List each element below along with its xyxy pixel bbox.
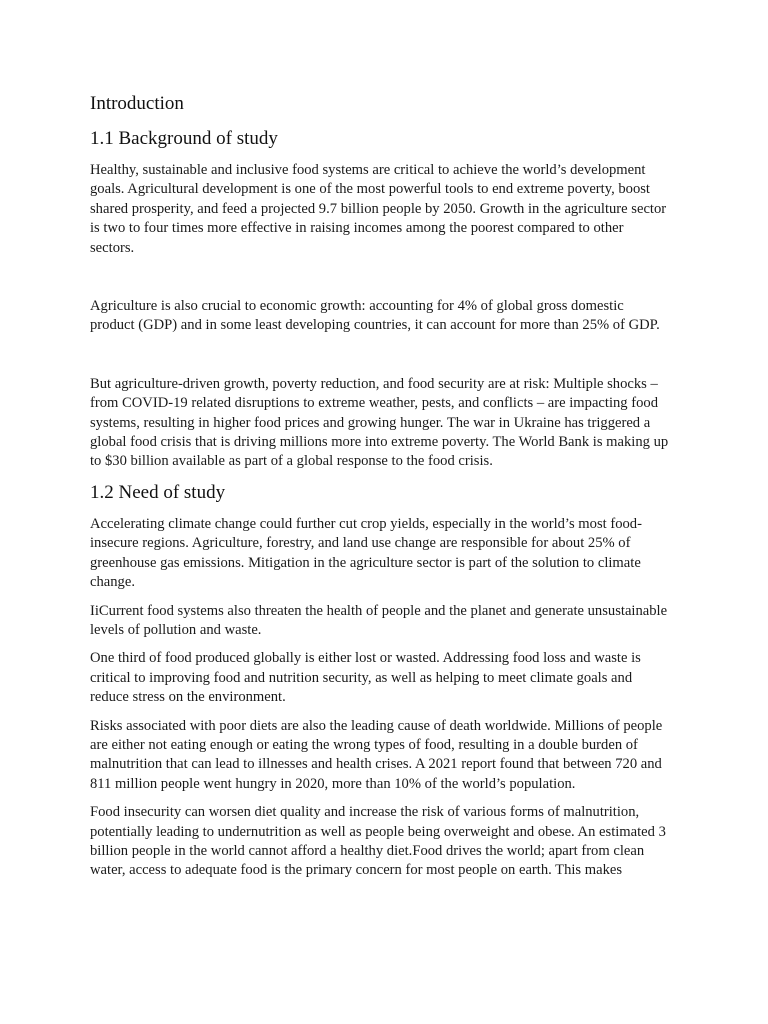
paragraph: Accelerating climate change could further cut crop yields, especially in the world’s most food-insecure regions. Agriculture, forestry, and land use change are responsible for about 25% of greenhouse gas emissions. Mitigation in the agriculture sector is part of the solution to climate change.	[90, 515, 642, 591]
introduction-heading: Introduction	[90, 93, 184, 114]
section-heading-need: 1.2 Need of study	[90, 481, 226, 503]
paragraph: Healthy, sustainable and inclusive food systems are critical to achieve the world’s development goals. Agricultural development is one of the most powerful tools to end extreme poverty, boost shared prosperity, and feed a projected 9.7 billion people by 2050. Growth in the agriculture sector is two to four times more effective in raising incomes among the poorest compared to other sectors.	[90, 162, 667, 256]
document-page	[90, 92, 670, 881]
paragraph: Food insecurity can worsen diet quality and increase the risk of various forms of malnutrition, potentially leading to undernutrition as well as people being overweight and obese. An estimated 3 billion people in the world cannot afford a healthy diet.Food drives the world; apart from clean water, access to adequate food is the primary concern for most people on earth. This makes	[90, 804, 666, 879]
paragraph: One third of food produced globally is either lost or wasted. Addressing food loss and waste is critical to improving food and nutrition security, as well as helping to meet climate goals and reduce stress on the environment.	[90, 650, 641, 706]
paragraph: IiCurrent food systems also threaten the health of people and the planet and generate unsustainable levels of pollution and waste.	[90, 602, 668, 638]
section-heading-background: 1.1 Background of study	[90, 128, 278, 149]
paragraph: But agriculture-driven growth, poverty reduction, and food security are at risk: Multiple shocks – from COVID-19 related disruptions to extreme weather, pests, and conflicts – are impacting food systems, resulting in higher food prices and growing hunger. The war in Ukraine has triggered a global food crisis that is driving millions more into extreme poverty. The World Bank is making up to $30 billion available as part of a global response to the food crisis.	[90, 375, 669, 470]
paragraph: Risks associated with poor diets are also the leading cause of death worldwide. Millions of people are either not eating enough or eating the wrong types of food, resulting in a double burden of malnutrition that can lead to illnesses and health crises. A 2021 report found that between 720 and 811 million people went hungry in 2020, more than 10% of the world’s population.	[90, 717, 663, 792]
paragraph: Agriculture is also crucial to economic growth: accounting for 4% of global gross domestic product (GDP) and in some least developing countries, it can account for more than 25% of GDP.	[90, 298, 660, 334]
